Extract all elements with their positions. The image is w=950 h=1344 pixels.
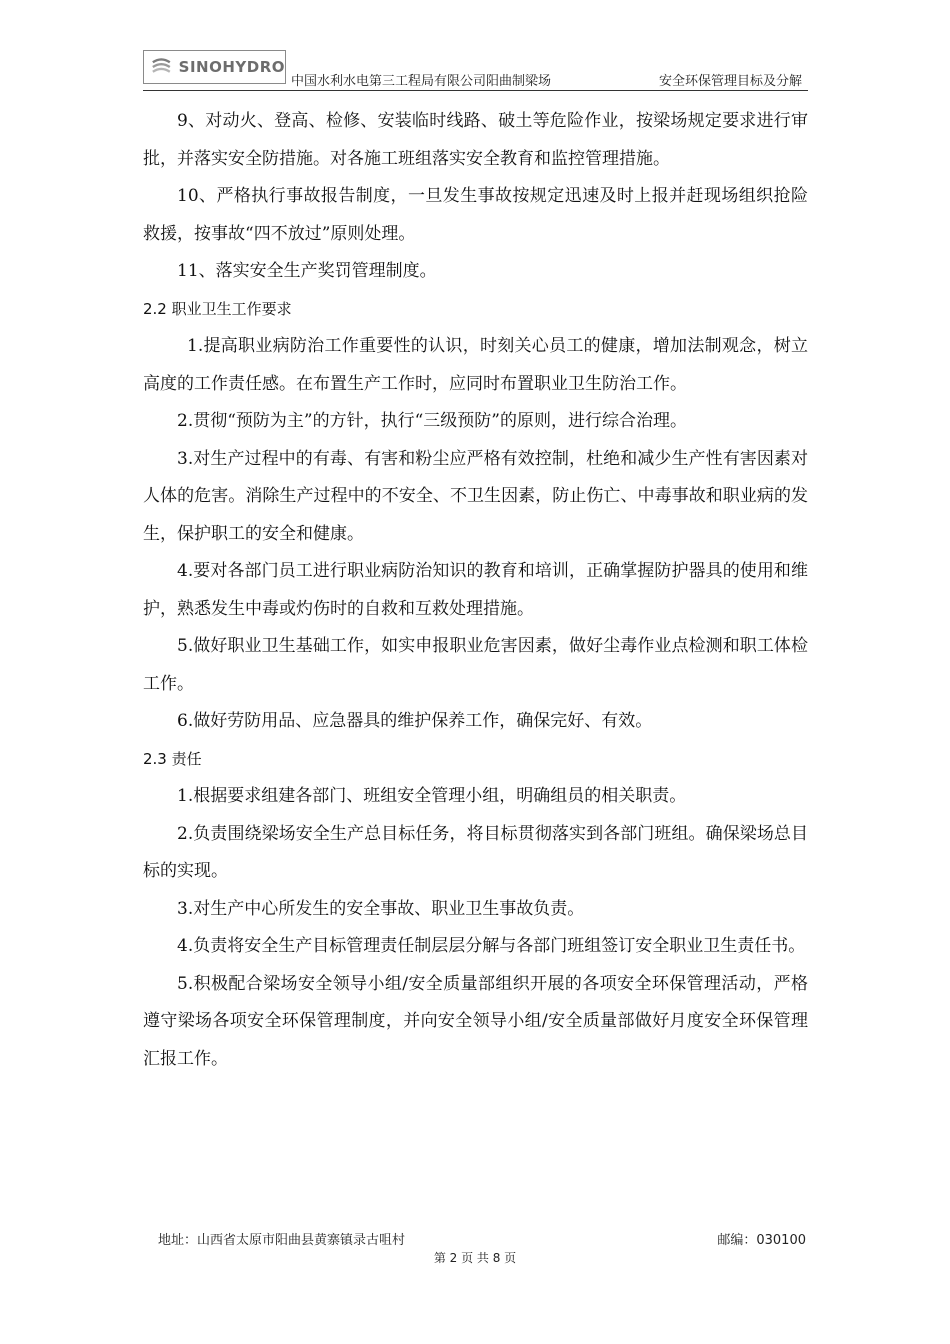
occupational-health-item-5: 5.做好职业卫生基础工作，如实申报职业危害因素，做好尘毒作业点检测和职工体检工作。 — [143, 636, 808, 694]
occupational-health-item-2: 2.贯彻“预防为主”的方针，执行“三级预防”的原则，进行综合治理。 — [177, 411, 687, 431]
paragraph-item-11: 11、落实安全生产奖罚管理制度。 — [177, 261, 437, 281]
section-heading-2-2: 2.2 职业卫生工作要求 — [143, 299, 292, 318]
responsibility-item-3: 3.对生产中心所发生的安全事故、职业卫生事故负责。 — [177, 898, 585, 919]
responsibility-item-5: 5.积极配合梁场安全领导小组/安全质量部组织开展的各项安全环保管理活动，严格遵守梁场各项安全环保管理制度，并向安全领导小组/安全质量部做好月度安全环保管理汇报工作。 — [143, 973, 808, 1069]
page-header — [143, 50, 808, 91]
responsibility-item-2: 2.负责围绕梁场安全生产总目标任务，将目标贯彻落实到各部门班组。确保梁场总目标的实现。 — [143, 823, 808, 881]
document-body — [143, 103, 808, 1078]
header-company-name: 中国水利水电第三工程局有限公司阳曲制梁场 — [291, 74, 552, 89]
responsibility-item-1: 1.根据要求组建各部门、班组安全管理小组，明确组员的相关职责。 — [177, 786, 687, 806]
footer-zip-code: 邮编：030100 — [717, 1233, 806, 1248]
footer-address: 地址：山西省太原市阳曲县黄寨镇录古咀村 — [158, 1233, 406, 1248]
paragraph-item-10: 10、严格执行事故报告制度，一旦发生事故按规定迅速及时上报并赶现场组织抢险救援，按事故“四不放过”原则处理。 — [143, 186, 808, 244]
paragraph-item-9: 9、对动火、登高、检修、安装临时线路、破土等危险作业，按梁场规定要求进行审批，并落实安全防措施。对各施工班组落实安全教育和监控管理措施。 — [143, 111, 808, 169]
occupational-health-item-6: 6.做好劳防用品、应急器具的维护保养工作，确保完好、有效。 — [177, 711, 653, 731]
section-heading-2-3: 2.3 责任 — [143, 749, 202, 768]
page-number: 第 2 页 共 8 页 — [433, 1251, 517, 1265]
sinohydro-logo-icon — [150, 56, 173, 78]
occupational-health-item-3: 3.对生产过程中的有毒、有害和粉尘应严格有效控制，杜绝和减少生产性有害因素对人体的危害。消除生产过程中的不安全、不卫生因素，防止伤亡、中毒事故和职业病的发生，保护职工的安全和健康。 — [143, 448, 808, 544]
occupational-health-item-1: 1.提高职业病防治工作重要性的认识，时刻关心员工的健康，增加法制观念，树立高度的工作责任感。在布置生产工作时，应同时布置职业卫生防治工作。 — [143, 336, 808, 394]
occupational-health-item-4: 4.要对各部门员工进行职业病防治知识的教育和培训，正确掌握防护器具的使用和维护，熟悉发生中毒或灼伤时的自救和互救处理措施。 — [143, 561, 808, 619]
responsibility-item-4: 4.负责将安全生产目标管理责任制层层分解与各部门班组签订安全职业卫生责任书。 — [177, 936, 806, 956]
header-document-title: 安全环保管理目标及分解 — [658, 74, 802, 89]
company-logo — [143, 50, 286, 84]
logo-text: SINOHYDRO — [178, 58, 285, 76]
